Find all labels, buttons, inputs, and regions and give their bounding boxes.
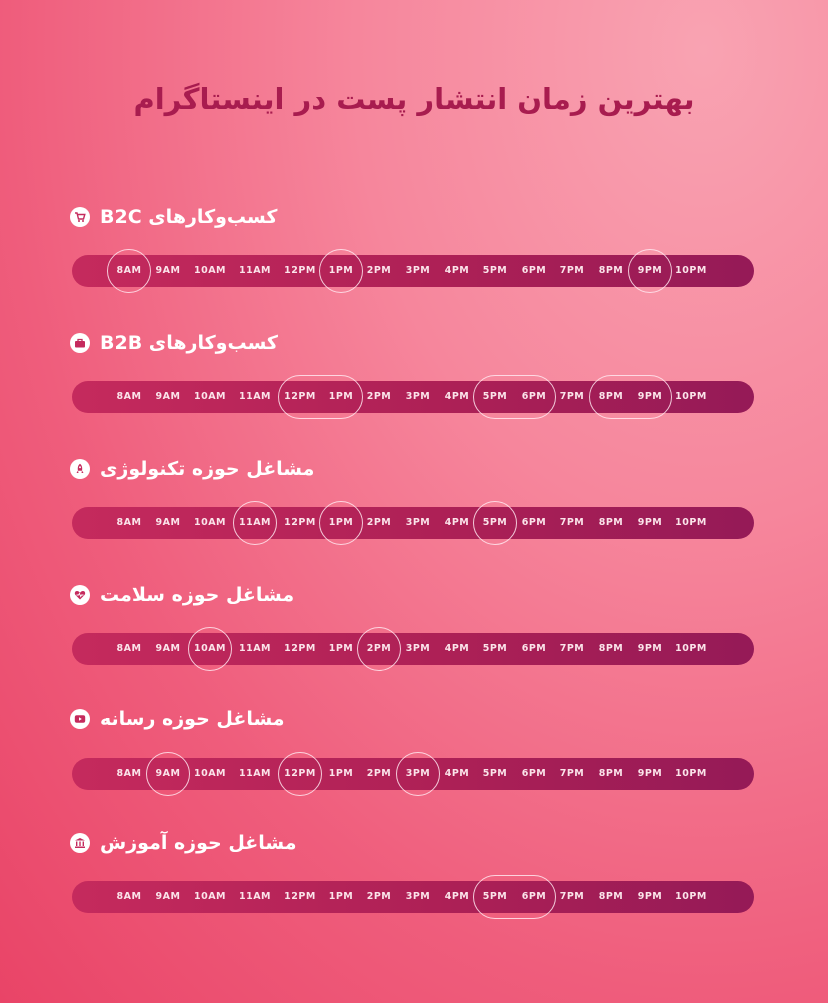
building-icon xyxy=(70,833,90,853)
time-label: 7PM xyxy=(559,517,585,528)
time-label: 8AM xyxy=(116,768,142,779)
time-label: 8PM xyxy=(598,768,624,779)
time-label: 8AM xyxy=(116,643,142,654)
time-label: 9AM xyxy=(155,265,181,276)
time-label: 5PM xyxy=(482,265,508,276)
time-label: 8PM xyxy=(598,891,624,902)
timeline-bar xyxy=(72,507,754,539)
time-label: 1PM xyxy=(328,891,354,902)
best-time-highlight xyxy=(473,875,556,919)
best-time-highlight xyxy=(107,249,151,293)
timeline-bar xyxy=(72,633,754,665)
time-label: 4PM xyxy=(444,517,470,528)
time-label: 8PM xyxy=(598,643,624,654)
time-label: 10PM xyxy=(675,891,707,902)
time-label: 1PM xyxy=(328,265,354,276)
time-label: 12PM xyxy=(284,768,316,779)
section-header xyxy=(70,704,285,734)
time-label: 7PM xyxy=(559,891,585,902)
time-label: 3PM xyxy=(405,891,431,902)
time-label: 5PM xyxy=(482,517,508,528)
section-label: مشاغل حوزه تکنولوژی xyxy=(100,458,315,480)
section-label: مشاغل حوزه رسانه xyxy=(100,708,285,730)
time-label: 2PM xyxy=(366,265,392,276)
time-label: 9AM xyxy=(155,517,181,528)
time-label: 9AM xyxy=(155,891,181,902)
time-label: 8AM xyxy=(116,891,142,902)
time-label: 6PM xyxy=(521,768,547,779)
time-label: 9PM xyxy=(637,517,663,528)
best-time-highlight xyxy=(146,752,190,796)
time-label: 5PM xyxy=(482,891,508,902)
time-label: 9PM xyxy=(637,391,663,402)
time-label: 1PM xyxy=(328,768,354,779)
best-time-highlight xyxy=(319,501,363,545)
time-label: 10PM xyxy=(675,517,707,528)
time-label: 1PM xyxy=(328,391,354,402)
time-label: 2PM xyxy=(366,517,392,528)
time-label: 8PM xyxy=(598,265,624,276)
time-label: 6PM xyxy=(521,265,547,276)
timeline-bar xyxy=(72,881,754,913)
time-label: 9PM xyxy=(637,891,663,902)
time-label: 12PM xyxy=(284,517,316,528)
time-label: 7PM xyxy=(559,643,585,654)
time-label: 4PM xyxy=(444,265,470,276)
time-label: 10AM xyxy=(193,391,227,402)
time-label: 9PM xyxy=(637,768,663,779)
time-label: 7PM xyxy=(559,768,585,779)
timeline-bar xyxy=(72,381,754,413)
time-label: 5PM xyxy=(482,768,508,779)
section-header xyxy=(70,454,314,484)
time-label: 10PM xyxy=(675,768,707,779)
time-label: 3PM xyxy=(405,391,431,402)
time-label: 9PM xyxy=(637,643,663,654)
heart-pulse-icon xyxy=(70,585,90,605)
time-label: 12PM xyxy=(284,891,316,902)
time-label: 11AM xyxy=(238,265,272,276)
time-label: 2PM xyxy=(366,891,392,902)
timeline-bar xyxy=(72,758,754,790)
briefcase-icon xyxy=(70,333,90,353)
time-label: 2PM xyxy=(366,391,392,402)
best-time-highlight xyxy=(396,752,440,796)
time-label: 10AM xyxy=(193,265,227,276)
rocket-icon xyxy=(70,459,90,479)
time-label: 6PM xyxy=(521,517,547,528)
section-header xyxy=(70,828,297,858)
time-label: 9AM xyxy=(155,643,181,654)
time-label: 12PM xyxy=(284,391,316,402)
time-label: 12PM xyxy=(284,265,316,276)
time-label: 2PM xyxy=(366,643,392,654)
best-time-highlight xyxy=(278,375,363,419)
time-label: 3PM xyxy=(405,643,431,654)
time-label: 10AM xyxy=(193,517,227,528)
time-label: 2PM xyxy=(366,768,392,779)
time-label: 9AM xyxy=(155,768,181,779)
timeline-bar xyxy=(72,255,754,287)
best-time-highlight xyxy=(188,627,232,671)
time-label: 8PM xyxy=(598,391,624,402)
time-label: 10AM xyxy=(193,643,227,654)
section-header xyxy=(70,328,278,358)
play-icon xyxy=(70,709,90,729)
section-label: مشاغل حوزه سلامت xyxy=(100,584,295,606)
time-label: 11AM xyxy=(238,891,272,902)
time-label: 6PM xyxy=(521,643,547,654)
time-label: 11AM xyxy=(238,391,272,402)
time-label: 10PM xyxy=(675,391,707,402)
time-label: 4PM xyxy=(444,891,470,902)
time-label: 8AM xyxy=(116,265,142,276)
cart-icon xyxy=(70,207,90,227)
time-label: 3PM xyxy=(405,517,431,528)
time-label: 4PM xyxy=(444,768,470,779)
section-label: مشاغل حوزه آموزش xyxy=(100,832,297,854)
time-label: 11AM xyxy=(238,643,272,654)
best-time-highlight xyxy=(357,627,401,671)
time-label: 7PM xyxy=(559,391,585,402)
best-time-highlight xyxy=(278,752,322,796)
best-time-highlight xyxy=(473,375,556,419)
time-label: 12PM xyxy=(284,643,316,654)
time-label: 7PM xyxy=(559,265,585,276)
time-label: 10PM xyxy=(675,265,707,276)
time-label: 9PM xyxy=(637,265,663,276)
time-label: 10AM xyxy=(193,891,227,902)
time-label: 9AM xyxy=(155,391,181,402)
time-label: 3PM xyxy=(405,265,431,276)
time-label: 3PM xyxy=(405,768,431,779)
time-label: 4PM xyxy=(444,643,470,654)
time-label: 11AM xyxy=(238,768,272,779)
time-label: 8AM xyxy=(116,517,142,528)
time-label: 6PM xyxy=(521,891,547,902)
section-header xyxy=(70,202,277,232)
time-label: 11AM xyxy=(238,517,272,528)
section-header xyxy=(70,580,294,610)
time-label: 6PM xyxy=(521,391,547,402)
time-label: 10AM xyxy=(193,768,227,779)
time-label: 1PM xyxy=(328,517,354,528)
time-label: 1PM xyxy=(328,643,354,654)
best-time-highlight xyxy=(319,249,363,293)
best-time-highlight xyxy=(628,249,672,293)
best-time-highlight xyxy=(233,501,277,545)
time-label: 5PM xyxy=(482,391,508,402)
time-label: 5PM xyxy=(482,643,508,654)
best-time-highlight xyxy=(589,375,672,419)
page-title: بهترین زمان انتشار پست در اینستاگرام xyxy=(133,82,695,116)
time-label: 4PM xyxy=(444,391,470,402)
time-label: 10PM xyxy=(675,643,707,654)
best-time-highlight xyxy=(473,501,517,545)
time-label: 8AM xyxy=(116,391,142,402)
time-label: 8PM xyxy=(598,517,624,528)
section-label: کسب‌وکارهای B2B xyxy=(100,332,278,354)
section-label: کسب‌وکارهای B2C xyxy=(100,206,278,228)
